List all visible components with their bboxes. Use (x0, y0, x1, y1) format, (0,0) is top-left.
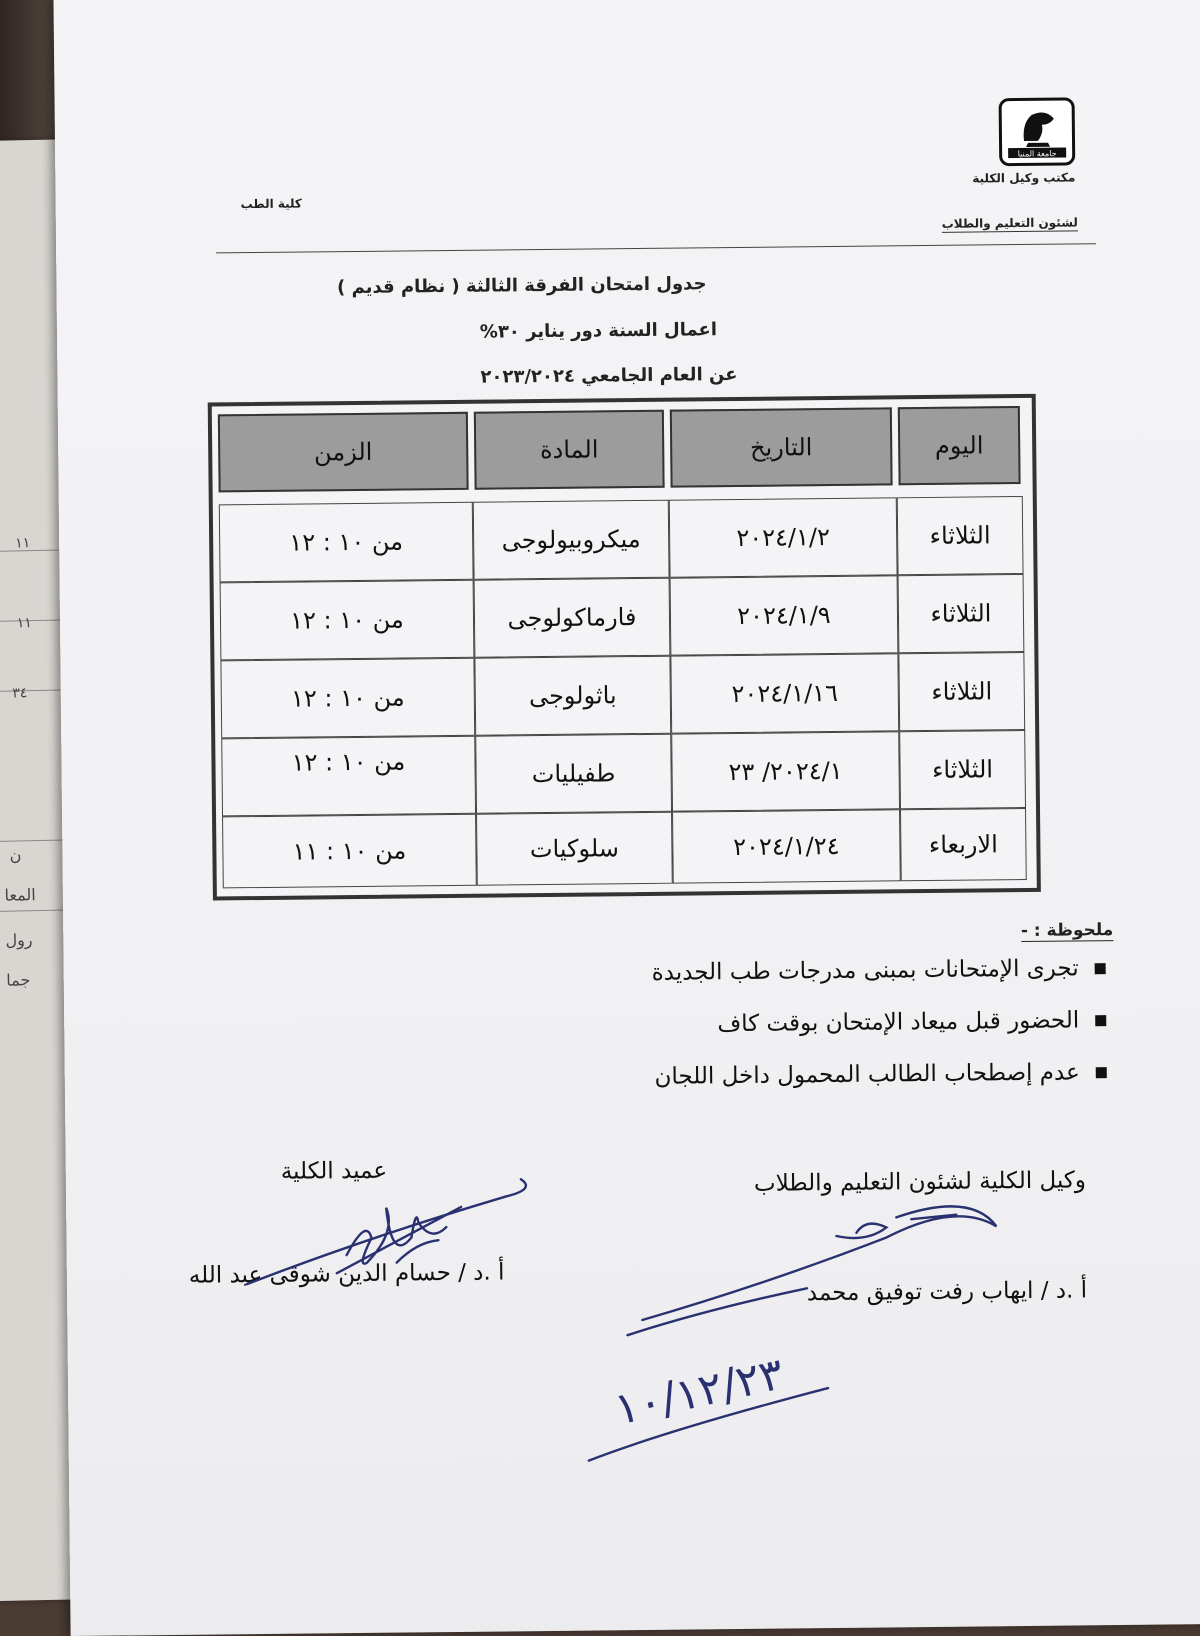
affairs-line: لشئون التعليم والطلاب (941, 215, 1078, 231)
fragment: ٣٤ (12, 685, 28, 702)
dean-signature-stroke (396, 1240, 438, 1262)
title-line-2: اعمال السنة دور يناير ٣٠% (479, 319, 718, 343)
subject-cell: فارماكولوجى (474, 578, 671, 658)
handwritten-date: ١٠/١٢/٢٣ (609, 1348, 789, 1436)
vice-dean-title: وكيل الكلية لشئون التعليم والطلاب (753, 1167, 1087, 1197)
day-cell: الثلاثاء (898, 652, 1025, 731)
day-cell: الثلاثاء (897, 496, 1024, 575)
date-cell: ٢٠٢٤/١/٢ (669, 497, 898, 577)
time-cell: من ١٠ : ١٢ (220, 658, 475, 739)
header-day: اليوم (898, 406, 1021, 485)
header-subject: المادة (474, 410, 665, 490)
notes-title: ملحوظة : - (1020, 920, 1114, 942)
subject-cell: ميكروبيولوجى (473, 500, 670, 580)
vice-dean-signature-stroke (836, 1223, 886, 1238)
dean-title: عميد الكلية (280, 1157, 388, 1185)
note-text: عدم إصطحاب الطالب المحمول داخل اللجان (654, 1059, 1080, 1090)
dean-signature-stroke (346, 1207, 447, 1264)
note-text: تجرى الإمتحانات بمبنى مدرجات طب الجديدة (651, 955, 1079, 986)
fragment: ١١ (14, 535, 31, 552)
header-date: التاريخ (670, 407, 893, 487)
fragment: ١١ (16, 615, 33, 632)
vice-dean-signature-stroke (641, 1206, 997, 1320)
time-cell: من ١٠ : ١١ (222, 814, 477, 889)
fragment: جما (6, 970, 31, 990)
subject-cell: طفيليات (475, 734, 672, 814)
time-cell: من ١٠ : ١٢ (219, 502, 474, 583)
fragment: المعا (4, 885, 36, 905)
fragment: ن (9, 845, 22, 865)
title-line-3: عن العام الجامعي ٢٠٢٣/٢٠٢٤ (480, 363, 738, 388)
date-cell: ٢٠٢٤/١/ ٢٣ (671, 731, 900, 811)
day-cell: الاربعاء (900, 808, 1027, 881)
date-cell: ٢٠٢٤/١/٩ (670, 575, 899, 655)
faculty-line: كلية الطب (240, 196, 302, 212)
handwritten-signatures (53, 0, 1200, 1616)
document-page (53, 0, 1200, 1636)
fragment: رول (5, 930, 33, 950)
time-cell: من ١٠ : ١٢ (221, 736, 476, 817)
date-cell: ٢٠٢٤/١/١٦ (670, 653, 899, 733)
vice-dean-signature-stroke (627, 1288, 807, 1335)
subject-cell: سلوكيات (476, 812, 673, 886)
header-time: الزمن (218, 412, 469, 493)
dean-name: أ .د / حسام الدين شوقى عبد الله (188, 1259, 505, 1289)
office-line: مكتب وكيل الكلية (972, 170, 1076, 186)
vice-dean-name: أ .د / ايهاب رفت توفيق محمد (806, 1277, 1088, 1307)
subject-cell: باثولوجى (474, 656, 671, 736)
title-line-1: جدول امتحان الفرقة الثالثة ( نظام قديم ) (336, 273, 707, 299)
day-cell: الثلاثاء (899, 730, 1026, 809)
time-cell: من ١٠ : ١٢ (220, 580, 475, 661)
note-text: الحضور قبل ميعاد الإمتحان بوقت كاف (717, 1007, 1080, 1038)
day-cell: الثلاثاء (898, 574, 1025, 653)
date-cell: ٢٠٢٤/١/٢٤ (672, 809, 901, 883)
logo-text: جامعة المنيا (1017, 149, 1057, 159)
